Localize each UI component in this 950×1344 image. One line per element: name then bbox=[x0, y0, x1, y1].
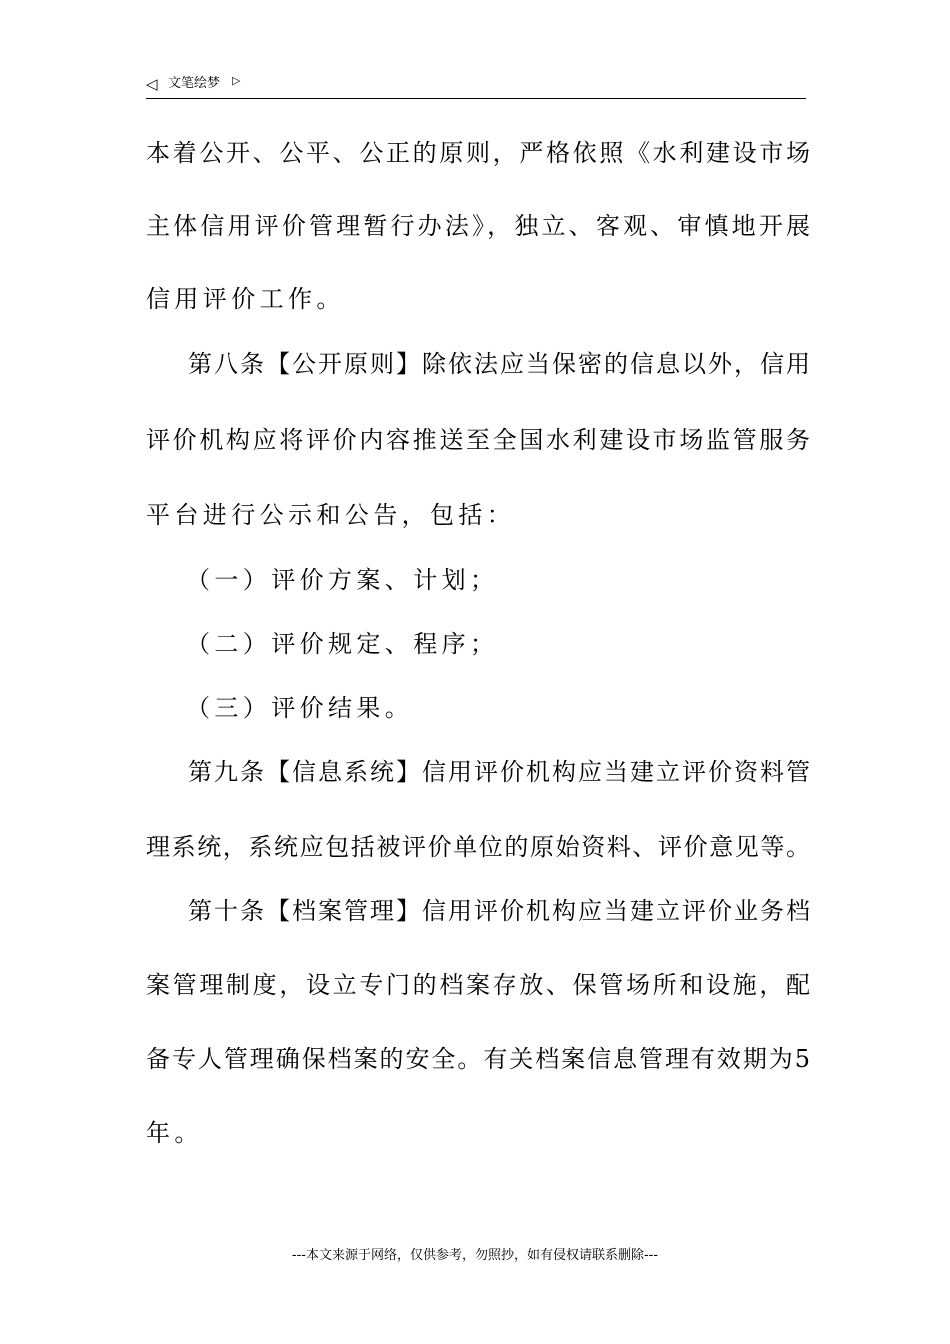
list-item: （二）评价规定、程序； bbox=[186, 630, 499, 658]
body-line: 案管理制度，设立专门的档案存放、保管场所和设施，配 bbox=[146, 971, 810, 999]
body-line: 平台进行公示和公告，包括： bbox=[146, 501, 516, 529]
body-line: 理系统，系统应包括被评价单位的原始资料、评价意见等。 bbox=[146, 833, 810, 861]
body-line: 第十条【档案管理】信用评价机构应当建立评价业务档 bbox=[188, 897, 810, 925]
header-title: 文笔绘梦 bbox=[168, 76, 221, 91]
triangle-right-icon: ▷ bbox=[232, 74, 241, 87]
body-line: 主体信用评价管理暂行办法》，独立、客观、审慎地开展 bbox=[146, 212, 810, 240]
triangle-left-icon: ◁ bbox=[146, 75, 158, 93]
page-header bbox=[146, 72, 806, 99]
body-line: 备专人管理确保档案的安全。有关档案信息管理有效期为5 bbox=[146, 1045, 810, 1073]
list-item: （三）评价结果。 bbox=[186, 694, 414, 722]
list-item: （一）评价方案、计划； bbox=[186, 566, 499, 594]
body-line: 本着公开、公平、公正的原则，严格依照《水利建设市场 bbox=[146, 139, 810, 167]
page-footer: ---本文来源于网络，仅供参考，勿照抄，如有侵权请联系删除--- bbox=[291, 1248, 659, 1263]
body-line: 年。 bbox=[146, 1119, 203, 1147]
body-line: 信用评价工作。 bbox=[146, 285, 345, 313]
body-line: 第九条【信息系统】信用评价机构应当建立评价资料管 bbox=[188, 758, 810, 786]
body-line: 评价机构应将评价内容推送至全国水利建设市场监管服务 bbox=[146, 426, 810, 454]
body-line: 第八条【公开原则】除依法应当保密的信息以外，信用 bbox=[188, 350, 810, 378]
